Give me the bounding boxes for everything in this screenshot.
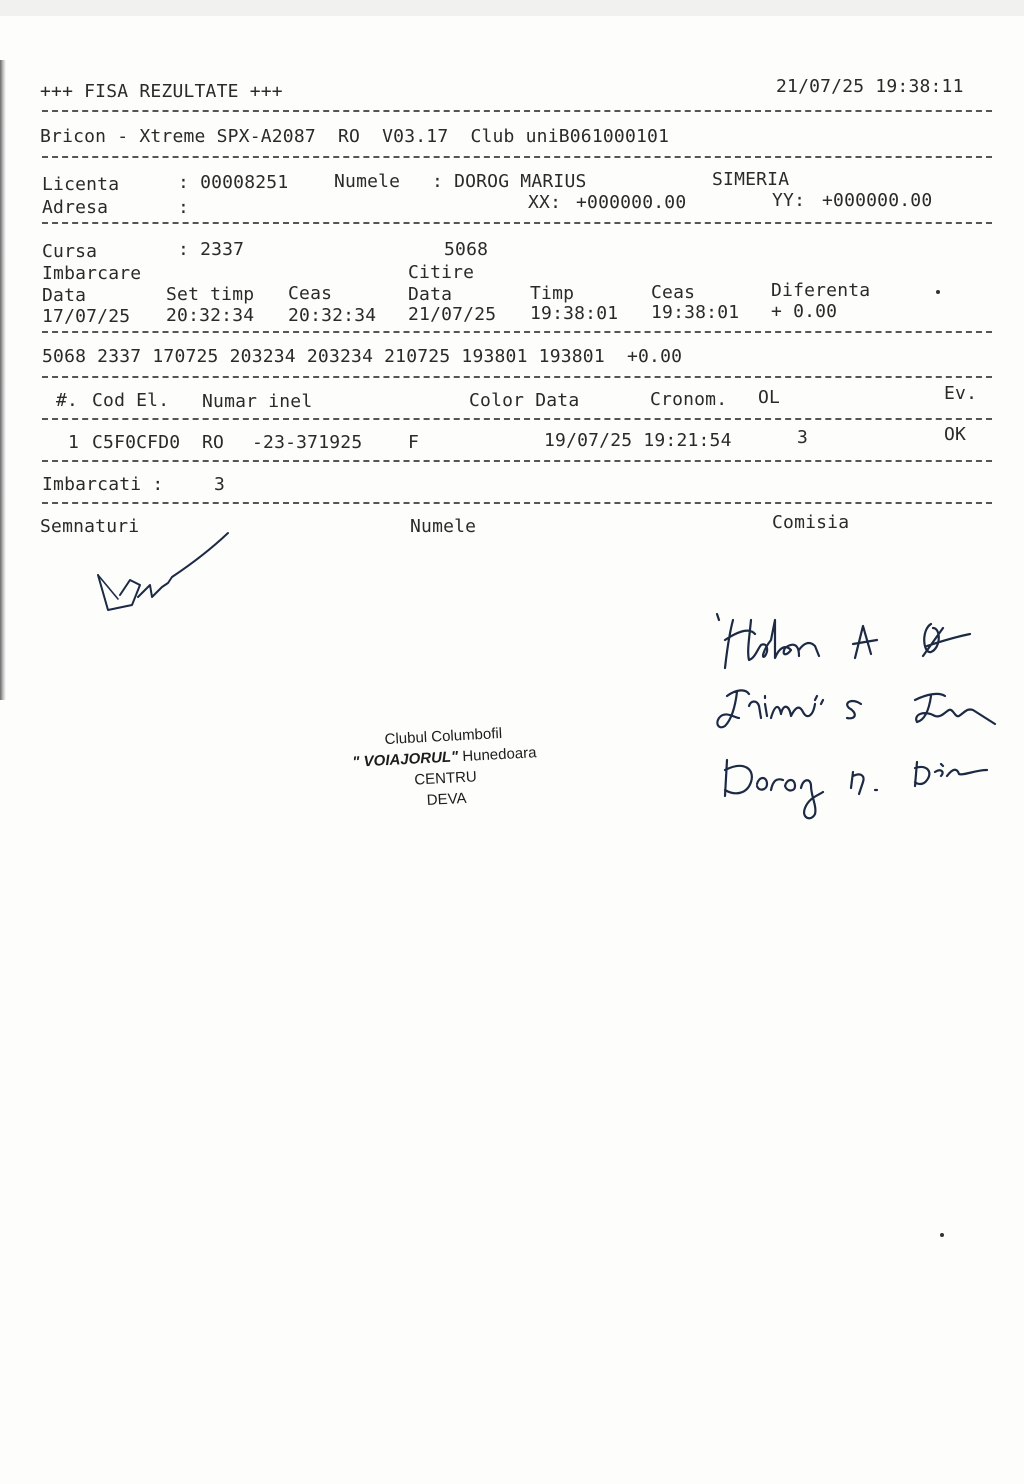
row-color: F bbox=[408, 432, 420, 453]
xx-value: +000000.00 bbox=[576, 192, 687, 213]
th-ol: OL bbox=[758, 387, 781, 408]
commission-signatures bbox=[705, 600, 1005, 830]
yy-value: +000000.00 bbox=[822, 190, 933, 211]
stamp-club-name: " VOIAJORUL" bbox=[351, 748, 459, 771]
divider bbox=[42, 222, 992, 224]
divider bbox=[42, 331, 992, 333]
imbarcare-label: Imbarcare bbox=[42, 263, 142, 284]
col-data-imbarcare: Data bbox=[42, 285, 87, 306]
row-ol: 3 bbox=[797, 427, 809, 448]
cursa-label: Cursa bbox=[42, 241, 98, 262]
owner-signature bbox=[90, 525, 240, 625]
scan-top-strip bbox=[0, 0, 1024, 16]
col-set-timp: Set timp bbox=[166, 284, 255, 305]
licenta-value: : 00008251 bbox=[178, 172, 289, 193]
race-code: 5068 bbox=[444, 239, 489, 260]
imbarcati-value: 3 bbox=[214, 474, 226, 495]
divider bbox=[42, 110, 992, 112]
row-cod: C5F0CFD0 bbox=[92, 432, 181, 453]
val-diferenta: + 0.00 bbox=[771, 301, 838, 322]
numele-value: : DOROG MARIUS bbox=[432, 171, 587, 192]
row-nr: 1 bbox=[68, 432, 80, 453]
stamp-line-1: Clubul Columbofil bbox=[384, 724, 503, 749]
owner-locality: SIMERIA bbox=[712, 169, 790, 190]
yy-label: YY: bbox=[772, 190, 806, 211]
print-datetime: 21/07/25 19:38:11 bbox=[776, 76, 964, 97]
row-country: RO bbox=[202, 432, 225, 453]
club-stamp bbox=[328, 720, 562, 816]
imbarcati-label: Imbarcati : bbox=[42, 474, 164, 495]
col-timp: Timp bbox=[530, 283, 575, 304]
xx-label: XX: bbox=[528, 192, 562, 213]
stamp-line-3: CENTRU bbox=[413, 768, 478, 789]
val-data-citire: 21/07/25 bbox=[408, 304, 497, 325]
row-ev: OK bbox=[944, 424, 967, 445]
citire-label: Citire bbox=[408, 262, 475, 283]
cursa-value: : 2337 bbox=[178, 239, 245, 260]
speck bbox=[940, 1233, 944, 1237]
val-ceas-imbarcare: 20:32:34 bbox=[288, 305, 377, 326]
val-timp: 19:38:01 bbox=[530, 303, 619, 324]
adresa-label: Adresa bbox=[42, 197, 109, 218]
divider bbox=[42, 502, 992, 504]
th-cod: Cod El. bbox=[92, 390, 170, 411]
val-ceas-citire: 19:38:01 bbox=[651, 302, 740, 323]
numele-label: Numele bbox=[334, 171, 401, 192]
speck bbox=[936, 290, 940, 294]
adresa-value: : bbox=[178, 197, 190, 218]
summary-line: 5068 2337 170725 203234 203234 210725 193801 193801 +0.00 bbox=[42, 346, 683, 367]
col-ceas-imbarcare: Ceas bbox=[288, 283, 333, 304]
th-color-data: Color Data bbox=[469, 390, 580, 411]
numele-footer-label: Numele bbox=[410, 516, 477, 537]
val-data-imbarcare: 17/07/25 bbox=[42, 306, 131, 327]
col-diferenta: Diferenta bbox=[771, 280, 871, 301]
divider bbox=[42, 418, 992, 420]
col-ceas-citire: Ceas bbox=[651, 282, 696, 303]
th-cronom: Cronom. bbox=[650, 389, 728, 410]
device-line: Bricon - Xtreme SPX-A2087 RO V03.17 Club uniB061000101 bbox=[40, 126, 670, 147]
scan-left-edge bbox=[0, 60, 6, 700]
divider bbox=[42, 156, 992, 158]
semnaturi-label: Semnaturi bbox=[40, 516, 140, 537]
divider bbox=[42, 460, 992, 462]
th-nr: #. bbox=[56, 390, 79, 411]
val-set-timp: 20:32:34 bbox=[166, 305, 255, 326]
comisia-label: Comisia bbox=[772, 512, 850, 533]
col-data-citire: Data bbox=[408, 284, 453, 305]
stamp-city: Hunedoara bbox=[457, 744, 537, 766]
divider bbox=[42, 376, 992, 378]
row-inel: -23-371925 bbox=[252, 432, 363, 453]
row-datetime: 19/07/25 19:21:54 bbox=[544, 430, 732, 451]
th-inel: Numar inel bbox=[202, 391, 313, 412]
stamp-line-4: DEVA bbox=[426, 789, 467, 809]
document-title: +++ FISA REZULTATE +++ bbox=[40, 81, 283, 102]
th-ev: Ev. bbox=[944, 383, 978, 404]
licenta-label: Licenta bbox=[42, 174, 120, 195]
